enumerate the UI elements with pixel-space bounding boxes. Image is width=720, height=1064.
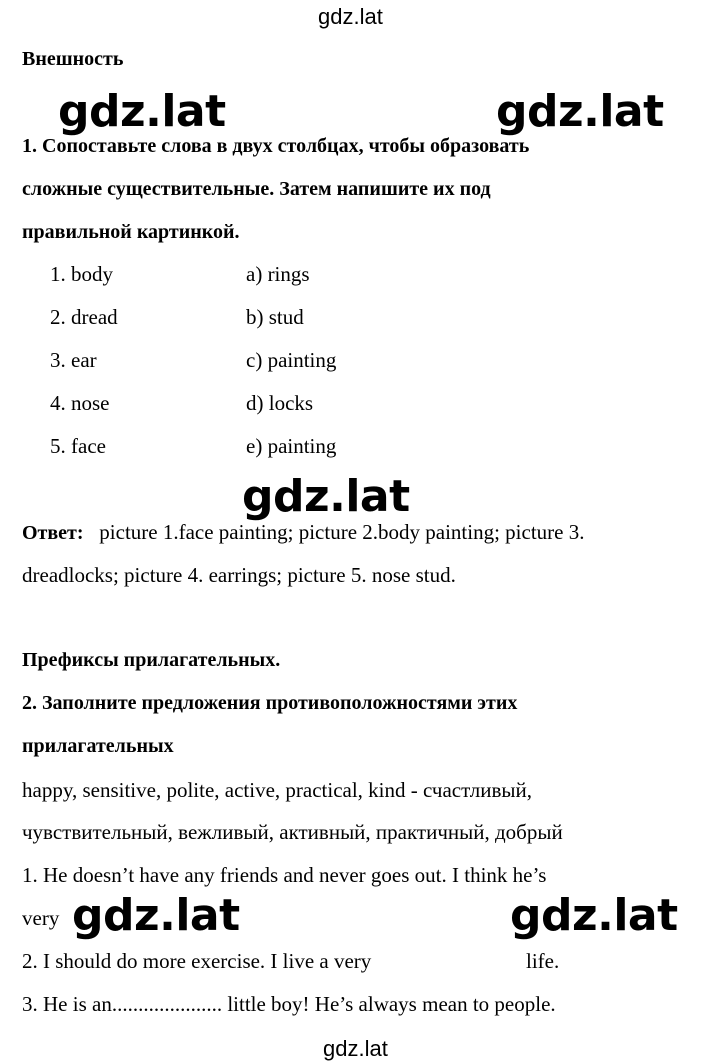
answer-line1 xyxy=(22,520,584,545)
right-col-item: e) painting xyxy=(246,434,337,458)
left-col-item: 2. dread xyxy=(50,305,118,329)
task1-line2: сложные существительные. Затем напишите их под xyxy=(22,178,491,200)
task1-line3: правильной картинкой. xyxy=(22,221,240,243)
left-col-item: 1. body xyxy=(50,262,113,286)
section-heading-prefixes: Префиксы прилагательных. xyxy=(22,649,281,671)
right-col-item: d) locks xyxy=(246,391,314,415)
right-col-item: c) painting xyxy=(246,348,337,372)
section-heading-appearance: Внешность xyxy=(22,48,124,70)
left-col-item: 4. nose xyxy=(50,391,110,415)
answer-label: Ответ: xyxy=(22,522,84,544)
watermark-large-4: gdz.lat xyxy=(72,890,240,941)
watermark-large-1: gdz.lat xyxy=(58,86,226,137)
sentence3: 3. He is an..................... little boy! He’s always mean to people. xyxy=(22,992,556,1016)
watermark-bottom: gdz.lat xyxy=(323,1036,388,1061)
sentence1-line2: very xyxy=(22,906,60,930)
words-line2: чувствительный, вежливый, активный, практичный, добрый xyxy=(22,820,563,844)
task1-line1: 1. Сопоставьте слова в двух столбцах, чтобы образовать xyxy=(22,135,530,157)
task2-line2: прилагательных xyxy=(22,735,174,757)
left-col-item: 5. face xyxy=(50,434,106,458)
watermark-large-5: gdz.lat xyxy=(510,890,678,941)
left-col-item: 3. ear xyxy=(50,348,97,372)
sentence2-part1: 2. I should do more exercise. I live a very xyxy=(22,949,372,973)
watermark-large-2: gdz.lat xyxy=(496,86,664,137)
sentence2-part2: life. xyxy=(526,949,560,973)
watermark-large-3: gdz.lat xyxy=(242,471,410,522)
answer-line2: dreadlocks; picture 4. earrings; picture 5. nose stud. xyxy=(22,563,456,587)
answer-text-1: picture 1.face painting; picture 2.body painting; picture 3. xyxy=(99,520,585,544)
task2-line1: 2. Заполните предложения противоположностями этих xyxy=(22,692,518,714)
watermark-top: gdz.lat xyxy=(318,4,383,29)
sentence1-line1: 1. He doesn’t have any friends and never goes out. I think he’s xyxy=(22,863,547,887)
right-col-item: a) rings xyxy=(246,262,310,286)
words-line1: happy, sensitive, polite, active, practical, kind - счастливый, xyxy=(22,778,532,802)
right-col-item: b) stud xyxy=(246,305,304,329)
